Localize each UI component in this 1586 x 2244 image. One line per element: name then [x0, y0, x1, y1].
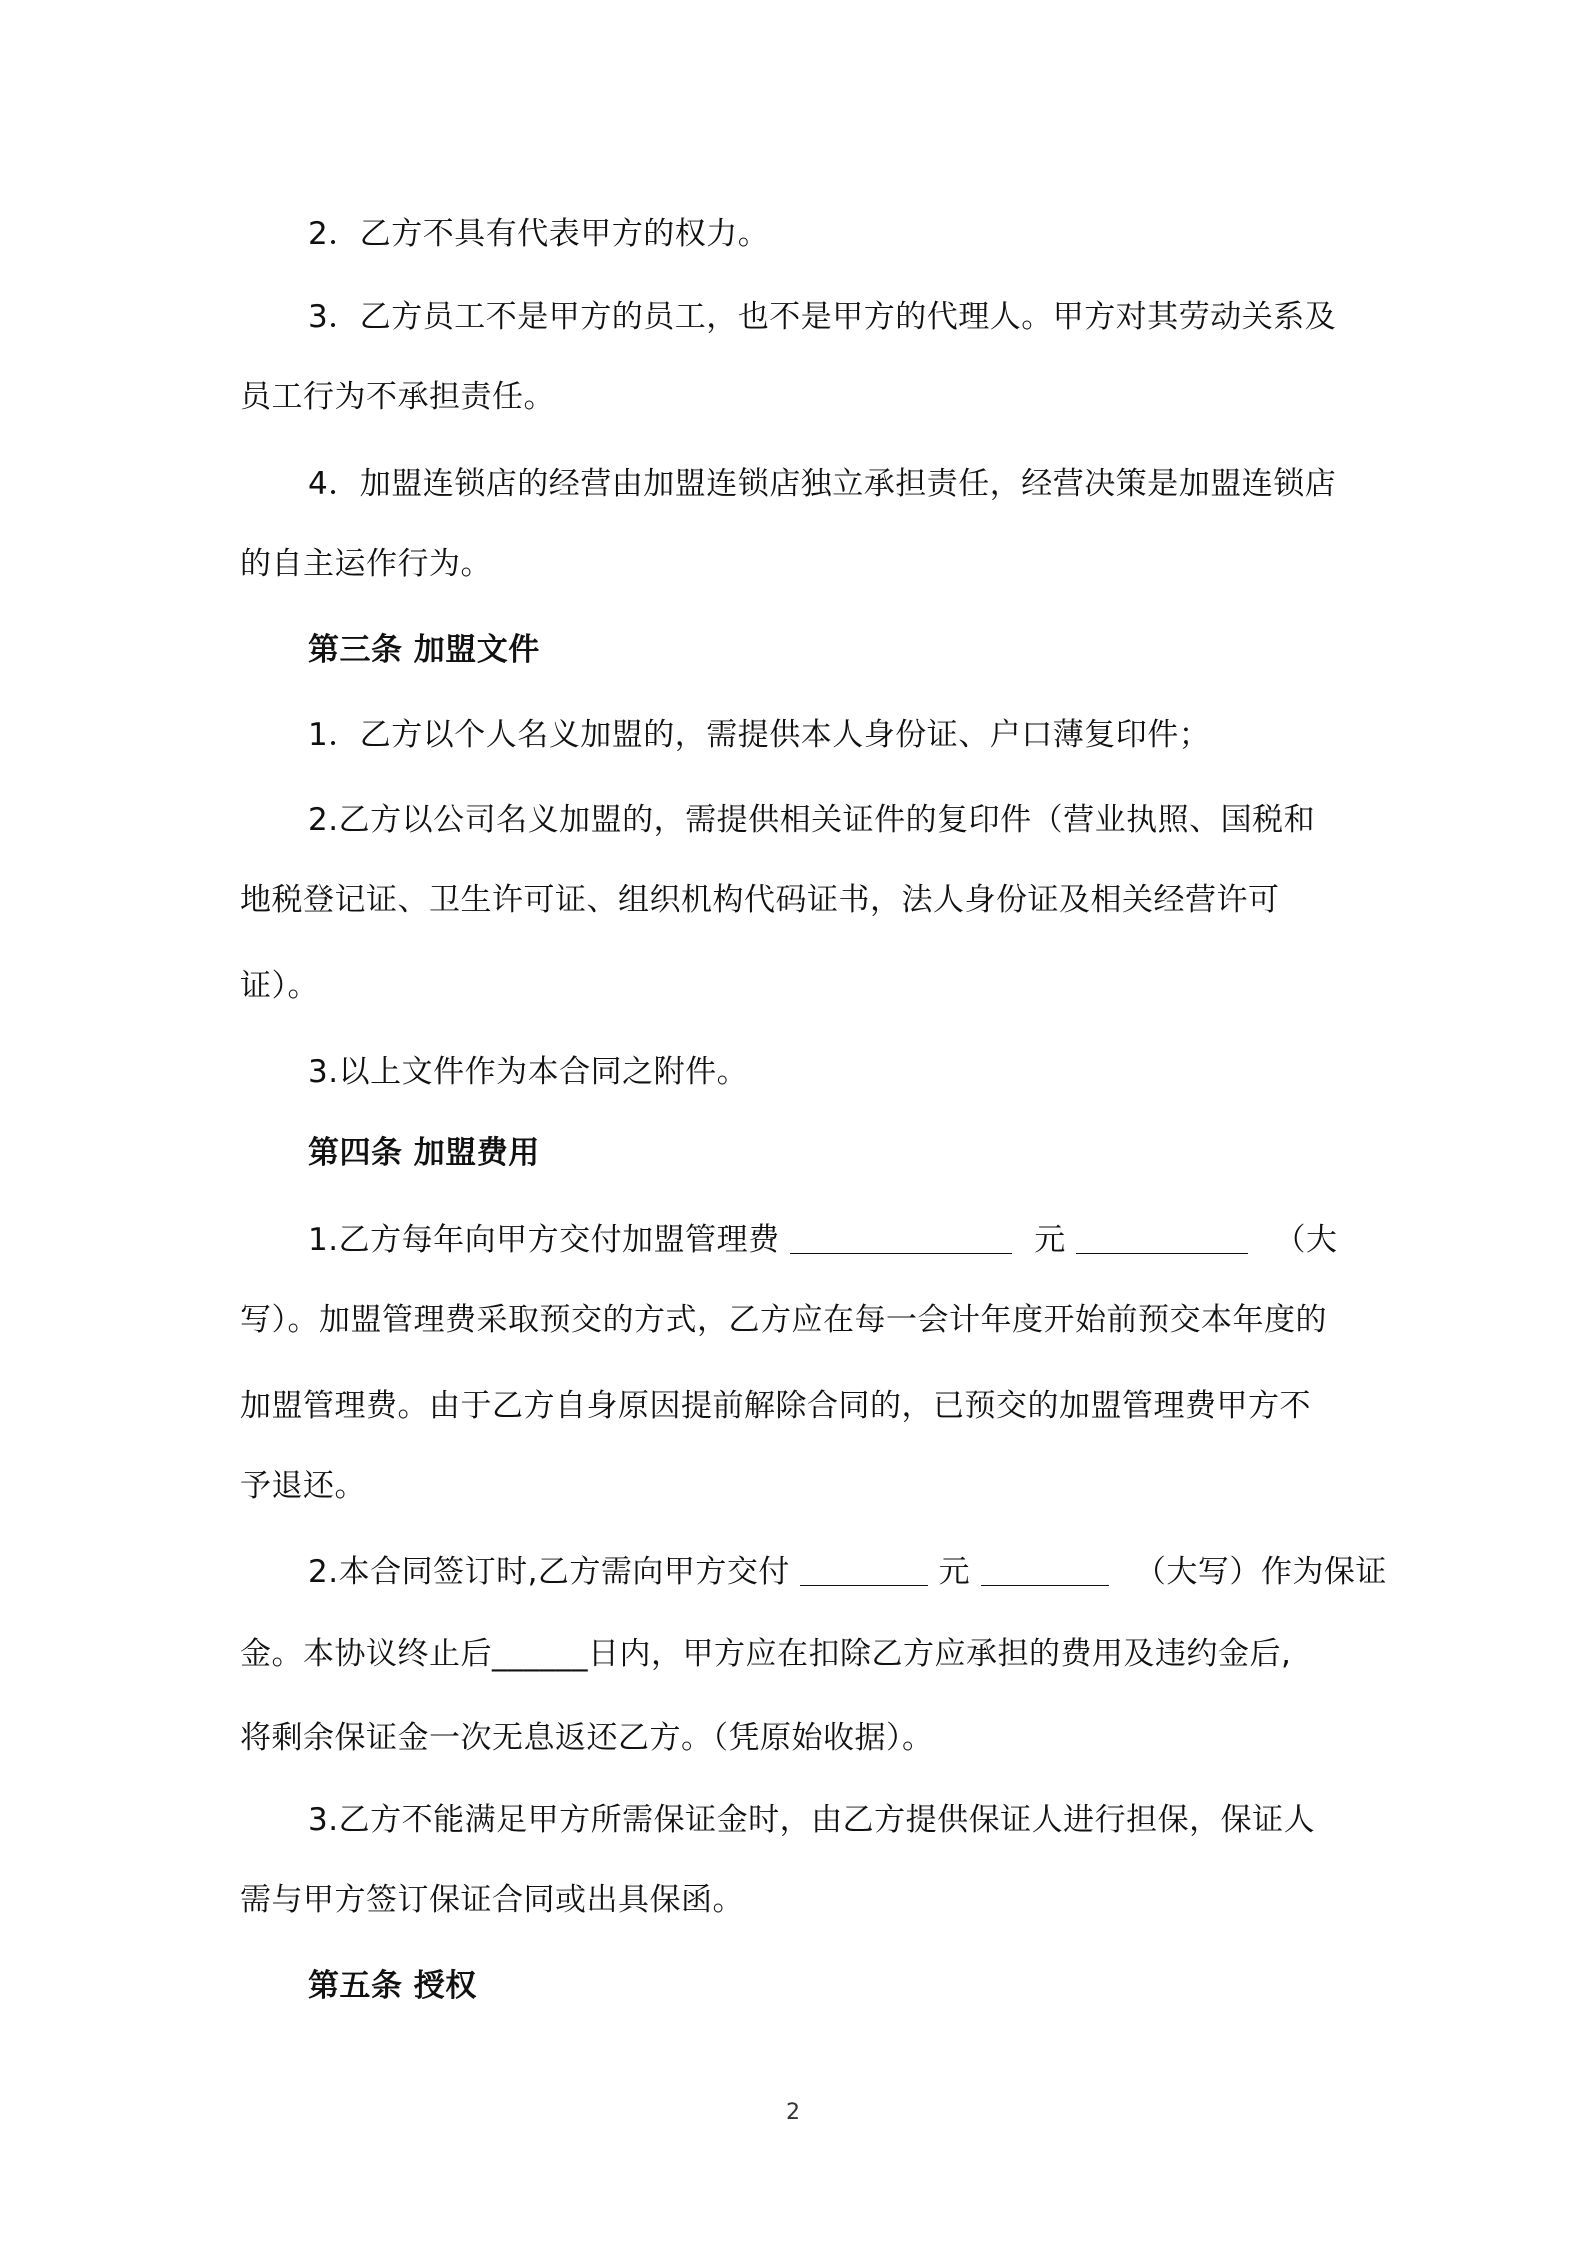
clause-2-item-4-line-2: 的自主运作行为。 — [240, 546, 492, 582]
article-3-heading: 第三条 加盟文件 — [308, 632, 540, 668]
clause-4-item-2-line-3: 将剩余保证金一次无息返还乙方。（凭原始收据）。 — [240, 1720, 934, 1756]
clause-2-item-3-line-1: 3．乙方员工不是甲方的员工，也不是甲方的代理人。甲方对其劳动关系及 — [308, 299, 1337, 335]
clause-3-item-2-line-3: 证）。 — [240, 968, 319, 1004]
clause-3-item-2-line-2: 地税登记证、卫生许可证、组织机构代码证书，法人身份证及相关经营许可 — [240, 882, 1280, 918]
fee-uppercase-label: （大 — [1274, 1222, 1338, 1258]
clause-4-item-2-line-1 — [308, 1552, 1387, 1592]
deposit-amount-blank[interactable] — [800, 1555, 928, 1586]
clause-2-item-3-line-2: 员工行为不承担责任。 — [240, 379, 555, 415]
fee-text: 1.乙方每年向甲方交付加盟管理费 — [308, 1222, 780, 1258]
page-number: 2 — [786, 2100, 800, 2125]
clause-4-item-1-line-1 — [308, 1220, 1338, 1260]
deposit-uppercase-blank[interactable] — [981, 1555, 1109, 1586]
clause-4-item-1-line-4: 予退还。 — [240, 1468, 366, 1504]
article-5-heading: 第五条 授权 — [308, 1968, 477, 2004]
clause-2-item-4-line-1: 4．加盟连锁店的经营由加盟连锁店独立承担责任，经营决策是加盟连锁店 — [308, 466, 1337, 502]
article-4-heading: 第四条 加盟费用 — [308, 1135, 540, 1171]
clause-4-item-1-line-2: 写）。加盟管理费采取预交的方式，乙方应在每一会计年度开始前预交本年度的 — [240, 1302, 1327, 1338]
deposit-uppercase-label: （大写）作为保证 — [1134, 1554, 1387, 1590]
clause-4-item-3-line-1: 3.乙方不能满足甲方所需保证金时，由乙方提供保证人进行担保，保证人 — [308, 1802, 1316, 1838]
clause-4-item-3-line-2: 需与甲方签订保证合同或出具保函。 — [240, 1882, 744, 1918]
clause-2-item-2: 2．乙方不具有代表甲方的权力。 — [308, 216, 770, 252]
clause-3-item-3: 3.以上文件作为本合同之附件。 — [308, 1054, 749, 1090]
deposit-unit: 元 — [938, 1554, 971, 1590]
fee-uppercase-blank[interactable] — [1076, 1223, 1248, 1254]
clause-3-item-1: 1．乙方以个人名义加盟的，需提供本人身份证、户口薄复印件； — [308, 717, 1211, 753]
deposit-text: 2.本合同签订时,乙方需向甲方交付 — [308, 1554, 790, 1590]
clause-4-item-2-line-2: 金。本协议终止后______日内，甲方应在扣除乙方应承担的费用及违约金后, — [240, 1636, 1292, 1672]
fee-amount-blank[interactable] — [790, 1223, 1012, 1254]
fee-unit: 元 — [1034, 1222, 1066, 1258]
clause-4-item-1-line-3: 加盟管理费。由于乙方自身原因提前解除合同的，已预交的加盟管理费甲方不 — [240, 1388, 1311, 1424]
clause-3-item-2-line-1: 2.乙方以公司名义加盟的，需提供相关证件的复印件（营业执照、国税和 — [308, 802, 1316, 838]
